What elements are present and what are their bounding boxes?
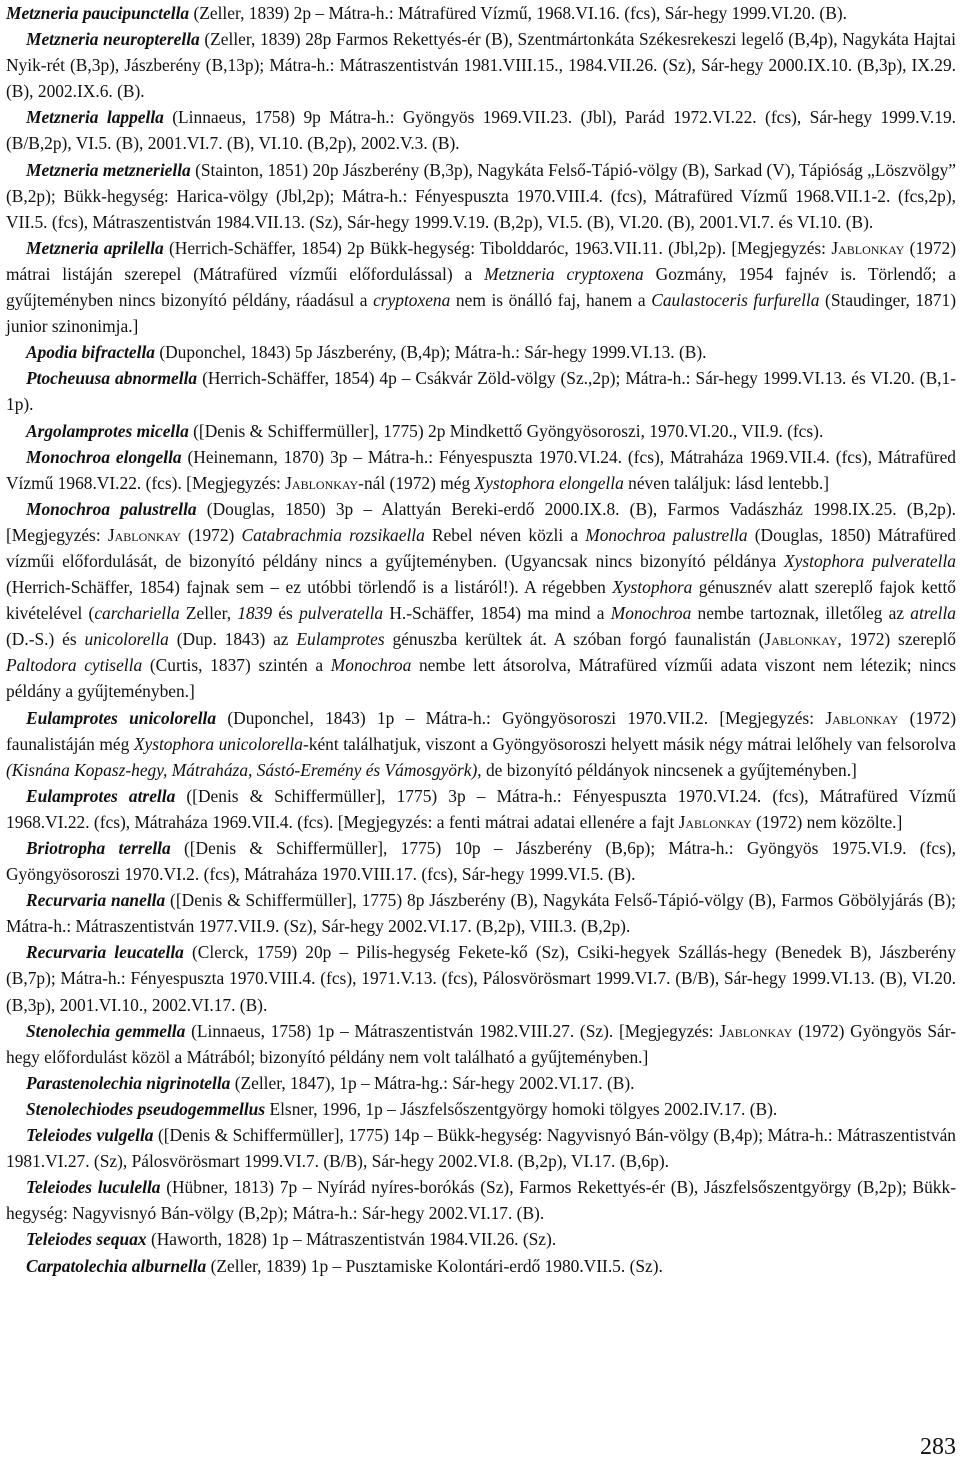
entry-text: ([Denis & Schiffermüller], 1775) 8p Jászberény (B), Nagykáta Felső-Tápió-völgy (B), Farmos Göbölyjárás (B); Mátra-h.: Mátraszentistván 1977.VII.9. (Sz), Sár-hegy 2002.VI.17. (B,2p), VIII.3. (B,2p). (6, 890, 956, 937)
entry-text: Rebel néven közli a (424, 524, 586, 545)
species-name: Teleiodes luculella (26, 1177, 161, 1198)
entry-text: -nál (1972) még (358, 472, 475, 493)
entry-text: atrella (910, 603, 957, 624)
entry-text: , 1972) szereplő (837, 629, 956, 650)
entry-text: Xystophora (612, 577, 693, 598)
entry-text: (Clerck, 1759) 20p – Pilis-hegység Fekete-kő (Sz), Csiki-hegyek Szállás-hegy (Benedek B), Jászberény (B,7p); Mátra-h.: Fényespuszta 1970.VIII.4. (fcs), 1971.V.13. (fcs), Pálosvörösmart 1999.VI.7. (B/B), Sár-hegy 1999.VI.13. (B), VI.20. (B,3p), 2001.VI.10., 2002.VI.17. (B). (6, 942, 956, 1015)
species-entry (6, 1122, 956, 1174)
entry-text: (Stainton, 1851) 20p Jászberény (B,3p), Nagykáta Felső-Tápió-völgy (B), Sarkad (V), Tápióság „Löszvölgy” (B,2p); Bükk-hegység: Harica-völgy (Jbl,2p); Mátra-h.: Fényespuszta 1970.VIII.4. (fcs), Mátrafüred Vízmű 1968.VII.1-2. (fcs,2p), VII.5. (fcs), Mátraszentistván 1984.VII.13. (Sz), Sár-hegy 1999.V.19. (B,2p), VI.5. (B), VI.20. (B), 2001.VI.7. és VI.10. (B). (6, 159, 956, 232)
entry-text: nembe lett átsorolva, Mátrafüred vízműi adata viszont nem létezik; nincs példány a gyűjteményben.] (6, 655, 957, 702)
entry-text: (1972) faunalistáján még (6, 707, 956, 754)
entry-text: Elsner, 1996, 1p – Jászfelsőszentgyörgy homoki tölgyes 2002.IV.17. (B). (265, 1098, 778, 1119)
species-name: Carpatolechia alburnella (26, 1255, 207, 1276)
species-entry (6, 835, 956, 887)
species-entry (6, 1070, 956, 1096)
entry-text: Metzneria cryptoxena (484, 263, 644, 284)
species-name: Recurvaria leucatella (26, 942, 184, 963)
entry-text: (Duponchel, 1843) 5p Jászberény, (B,4p); Mátra-h.: Sár-hegy 1999.VI.13. (B). (154, 342, 707, 363)
species-name: Metzneria paucipunctella (6, 3, 190, 23)
entry-text: (Herrich-Schäffer, 1854) fajnak sem – ez utóbbi törlendő is a listáról!). A régebben (6, 577, 613, 598)
entry-text: (Duponchel, 1843) 1p – Mátra-h.: Gyöngyösoroszi 1970.VII.2. [Megjegyzés: (216, 707, 826, 728)
page-number: 283 (920, 1434, 956, 1460)
entry-text: Jablonkay (831, 237, 905, 258)
species-name: Briotropha terrella (26, 838, 171, 858)
species-entry (6, 365, 956, 417)
entry-text: (Linnaeus, 1758) 9p Mátra-h.: Gyöngyös 1969.VII.23. (Jbl), Parád 1972.VI.22. (fcs), Sár-hegy 1999.V.19. (B/B,2p), VI.5. (B), 2001.VI.7. (B), VI.10. (B,2p), 2002.V.3. (B). (6, 107, 956, 154)
species-entry (6, 235, 956, 339)
entry-text: Jablonkay (107, 524, 181, 545)
entry-text: ([Denis & Schiffermüller], 1775) 10p – Jászberény (B,6p); Mátra-h.: Gyöngyös 1975.VI.9. (fcs), Gyöngyösoroszi 1970.VI.2. (fcs), Mátraháza 1970.VIII.17. (fcs), Sár-hegy 1999.VI.5. (B). (6, 838, 956, 885)
species-name: Stenolechia gemmella (26, 1020, 186, 1041)
species-entry (6, 705, 956, 783)
species-entry (6, 339, 956, 365)
entry-text: Catabrachmia rozsikaella (241, 524, 425, 545)
entry-text: (Kisnána Kopasz-hegy, Mátraháza, Sástó-Eremény és Vámosgyörk) (6, 759, 478, 780)
entry-text: unicolorella (84, 629, 169, 650)
entry-text: génusznév alatt szereplő fajok kettő kivételével ( (6, 577, 956, 624)
species-entry (6, 887, 956, 939)
species-entry (6, 1253, 956, 1279)
species-name: Eulamprotes atrella (26, 785, 176, 806)
species-entry (6, 783, 956, 835)
entry-text: néven találjuk: lásd lentebb.] (623, 472, 830, 493)
species-entry (6, 496, 956, 705)
entry-text: nem is önálló faj, hanem a (450, 290, 652, 311)
species-entry (6, 0, 956, 26)
entry-text: (Zeller, 1847), 1p – Mátra-hg.: Sár-hegy 2002.VI.17. (B). (230, 1072, 635, 1093)
entry-text: (1972) (180, 524, 242, 545)
entry-text: Monochroa (330, 655, 412, 676)
entry-text: (Douglas, 1850) Mátrafüred vízműi előfordulását, de bizonyító példány nincs a gyűjteményben. (Ugyancsak nincs bizonyító példánya (6, 524, 956, 571)
entry-text: (Herrich-Schäffer, 1854) 2p Bükk-hegység: Tibolddaróc, 1963.VII.11. (Jbl,2p). [Megjegyzés: (163, 237, 832, 258)
entry-text: (Douglas, 1850) 3p – Alattyán Bereki-erdő 2000.IX.8. (B), Farmos Vadászház 1998.IX.25. (B,2p). [Megjegyzés: (6, 498, 957, 545)
species-entry (6, 104, 956, 156)
species-entry (6, 1174, 956, 1226)
species-name: Ptocheuusa abnormella (26, 368, 198, 389)
species-name: Monochroa palustrella (26, 498, 197, 519)
entry-text: (Hübner, 1813) 7p – Nyírád nyíres-borókás (Sz), Farmos Rekettyés-ér (B), Jászfelsőszentgyörgy (B,2p); Bükk-hegység: Nagyvisnyó Bán-völgy (B,2p); Mátra-h.: Sár-hegy 2002.VI.17. (B). (6, 1177, 956, 1224)
species-entry (6, 939, 956, 1017)
species-entry (6, 157, 956, 235)
entry-text: (Heinemann, 1870) 3p – Mátra-h.: Fényespuszta 1970.VI.24. (fcs), Mátraháza 1969.VII.4. (fcs), Mátrafüred Vízmű 1968.VI.22. (fcs). [Megjegyzés: (6, 446, 956, 493)
species-entry (6, 1226, 956, 1252)
entry-text: Jablonkay (285, 472, 359, 493)
entry-text: carchariella (94, 603, 180, 624)
entry-text: (Linnaeus, 1758) 1p – Mátraszentistván 1982.VIII.27. (Sz). [Megjegyzés: (185, 1020, 720, 1041)
entry-text: (Curtis, 1837) szintén a (142, 655, 331, 676)
entry-text: Caulastoceris furfurella (651, 290, 820, 311)
species-entry (6, 1018, 956, 1070)
entry-text: (1972) mátrai listáján szerepel (Mátrafüred vízműi előfordulással) a (6, 237, 956, 284)
entry-text: Jablonkay (825, 707, 899, 728)
document-body (6, 0, 956, 1279)
entry-text: nembe tartoznak, illetőleg az (691, 603, 911, 624)
entry-text: (Zeller, 1839) 2p – Mátra-h.: Mátrafüred Vízmű, 1968.VI.16. (fcs), Sár-hegy 1999.VI.20. (B). (189, 3, 847, 23)
entry-text: , de bizonyító példányok nincsenek a gyűjteményben.] (477, 759, 857, 780)
entry-text: pulveratella (299, 603, 384, 624)
entry-text: Monochroa (610, 603, 692, 624)
entry-text: Xystophora unicolorella (133, 733, 303, 754)
entry-text: Gozmány, 1954 fajnév is. Törlendő; a gyűjteményben nincs bizonyító példány, ráadásul a (6, 263, 957, 311)
entry-text: ([Denis & Schiffermüller], 1775) 14p – Bükk-hegység: Nagyvisnyó Bán-völgy (B,4p); Mátra-h.: Mátraszentistván 1981.VI.27. (Sz), Pálosvörösmart 1999.VI.7. (B/B), Sár-hegy 2002.VI.8. (B,2p), VI.17. (B,6p). (6, 1125, 956, 1172)
entry-text: (1972) nem közölte.] (751, 811, 903, 832)
species-name: Apodia bifractella (26, 342, 155, 363)
species-name: Recurvaria nanella (26, 890, 166, 911)
entry-text: (Herrich-Schäffer, 1854) 4p – Csákvár Zöld-völgy (Sz.,2p); Mátra-h.: Sár-hegy 1999.VI.13. és VI.20. (B,1-1p). (6, 368, 957, 415)
species-entry (6, 418, 956, 444)
species-entry (6, 26, 956, 104)
entry-text: (1972) Gyöngyös Sár-hegy előfordulást közöl a Mátrából; bizonyító példány nem volt található a gyűjteményben.] (6, 1020, 957, 1067)
entry-text: (Haworth, 1828) 1p – Mátraszentistván 1984.VII.26. (Sz). (146, 1229, 557, 1250)
entry-text: (Staudinger, 1871) junior szinonimja.] (6, 290, 956, 337)
entry-text: Jablonkay (764, 629, 838, 650)
entry-text: Xystophora elongella (474, 472, 624, 493)
entry-text: (Zeller, 1839) 1p – Pusztamiske Kolontári-erdő 1980.VII.5. (Sz). (206, 1255, 663, 1276)
species-name: Eulamprotes unicolorella (26, 707, 217, 728)
entry-text: Zeller, (179, 603, 238, 624)
entry-text: Paltodora cytisella (6, 655, 143, 676)
entry-text: Eulamprotes (296, 629, 385, 650)
species-name: Teleiodes sequax (26, 1229, 147, 1250)
species-name: Metzneria neuropterella (26, 29, 200, 50)
species-name: Teleiodes vulgella (26, 1125, 154, 1146)
entry-text: ([Denis & Schiffermüller], 1775) 2p Mindkettő Gyöngyösoroszi, 1970.VI.20., VII.9. (fcs). (188, 420, 824, 441)
species-name: Metzneria lappella (26, 107, 164, 128)
species-name: Stenolechiodes pseudogemmellus (26, 1098, 266, 1119)
species-name: Parastenolechia nigrinotella (26, 1072, 231, 1093)
entry-text: (Zeller, 1839) 28p Farmos Rekettyés-ér (B), Szentmártonkáta Székesrekeszi legelő (B,4p), Nagykáta Hajtai Nyik-rét (B,3p), Jászberény (B,13p); Mátra-h.: Mátraszentistván 1981.VIII.15., 1984.VII.26. (Sz), Sár-hegy 2000.IX.10. (B,3p), IX.29. (B), 2002.IX.6. (B). (6, 29, 956, 102)
entry-text: (D.-S.) és (6, 629, 85, 650)
species-entry (6, 1096, 956, 1122)
entry-text: Jablonkay (719, 1020, 793, 1041)
species-name: Argolamprotes micella (26, 420, 189, 441)
entry-text: Monochroa palustrella (585, 524, 748, 545)
entry-text: 1839 (237, 603, 273, 624)
entry-text: és (272, 603, 300, 624)
entry-text: ([Denis & Schiffermüller], 1775) 3p – Mátra-h.: Fényespuszta 1970.VI.24. (fcs), Mátrafüred Vízmű 1968.VI.22. (fcs), Mátraháza 1969.VII.4. (fcs). [Megjegyzés: a fenti mátrai adatai ellenére a fajt (6, 785, 956, 832)
entry-text: génuszba kerültek át. A szóban forgó faunalistán ( (384, 629, 765, 650)
species-name: Metzneria aprilella (26, 237, 164, 258)
entry-text: -ként találhatjuk, viszont a Gyöngyösoroszi helyett másik négy mátrai lelőhely van felsorolva (302, 733, 957, 754)
species-name: Metzneria metzneriella (26, 159, 191, 180)
entry-text: Jablonkay (678, 811, 752, 832)
species-entry (6, 444, 956, 496)
entry-text: H.-Schäffer, 1854) ma mind a (383, 603, 611, 624)
entry-text: cryptoxena (373, 290, 451, 311)
entry-text: Xystophora pulveratella (784, 550, 956, 571)
species-name: Monochroa elongella (26, 446, 182, 467)
entry-text: (Dup. 1843) az (168, 629, 297, 650)
